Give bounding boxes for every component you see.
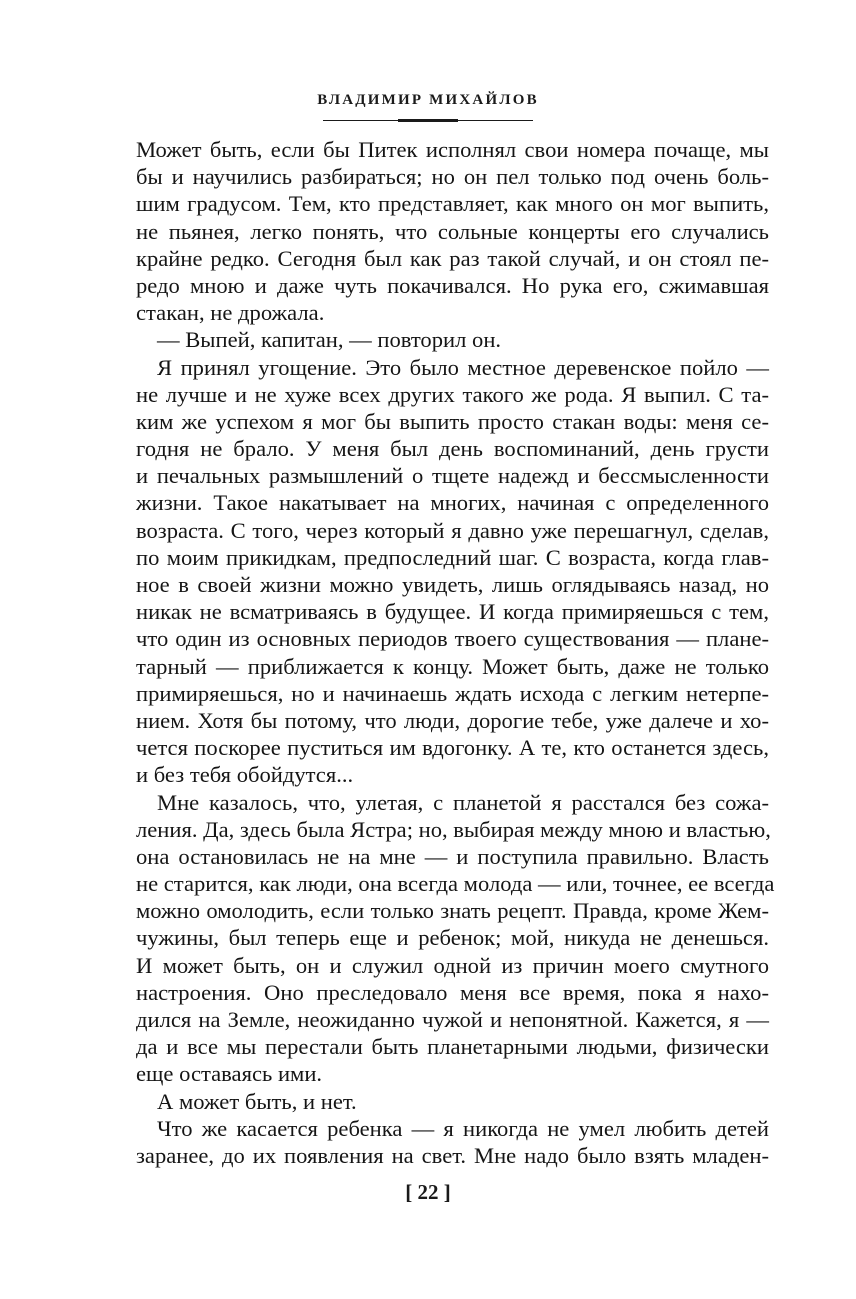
- text-line: шим градусом. Тем, кто представляет, как много он мог выпить,: [136, 191, 769, 217]
- text-line: примиряешься, но и начинаешь ждать исхода с легким нетерпе-: [136, 680, 769, 706]
- text-line: редо мною и даже чуть покачивался. Но рука его, сжимавшая: [136, 272, 769, 298]
- text-line: чется поскорее пуститься им вдогонку. А те, кто останется здесь,: [136, 735, 769, 761]
- text-line: Я принял угощение. Это было местное деревенское пойло —: [157, 354, 769, 380]
- text-line: и печальных размышлений о тщете надежд и бессмысленности: [136, 463, 769, 489]
- text-line: не старится, как люди, она всегда молода — или, точнее, ее всегда: [136, 871, 775, 897]
- text-line: тарный — приближается к концу. Может быть, даже не только: [136, 653, 769, 679]
- text-line: можно омолодить, если только знать рецепт. Правда, кроме Жем-: [136, 898, 769, 924]
- text-line: и без тебя обойдутся...: [136, 762, 354, 788]
- text-line: нием. Хотя бы потому, что люди, дорогие тебе, уже далече и хо-: [136, 707, 769, 733]
- text-line: никак не всматриваясь в будущее. И когда примиряешься с тем,: [136, 599, 769, 625]
- text-line: да и все мы перестали быть планетарными людьми, физически: [136, 1034, 769, 1060]
- text-line: И может быть, он и служил одной из причин моего смутного: [136, 952, 769, 978]
- text-line: ное в своей жизни можно увидеть, лишь оглядываясь назад, но: [136, 572, 769, 597]
- text-line: ким же успехом я мог бы выпить просто стакан воды: меня се-: [136, 408, 769, 434]
- header-rule: [0, 118, 856, 124]
- text-line: что один из основных периодов твоего существования — плане-: [136, 626, 769, 652]
- text-line: крайне редко. Сегодня был как раз такой случай, и он стоял пе-: [136, 245, 769, 271]
- text-line: жизни. Такое накатывает на многих, начиная с определенного: [136, 490, 769, 516]
- page-number: [ 22 ]: [405, 1180, 451, 1204]
- text-line: стакан, не дрожала.: [136, 300, 325, 326]
- body-text: [136, 136, 775, 1169]
- text-line: по моим прикидкам, предпоследний шаг. С возраста, когда глав-: [136, 544, 769, 570]
- text-line: годня не брало. У меня был день воспоминаний, день грусти: [136, 436, 769, 462]
- text-line: дился на Земле, неожиданно чужой и непонятной. Кажется, я —: [136, 1007, 769, 1032]
- text-line: заранее, до их появления на свет. Мне надо было взять младен-: [136, 1142, 769, 1168]
- header-rule-thick: [398, 119, 458, 122]
- text-line: она остановилась не на мне — и поступила правильно. Власть: [136, 843, 769, 869]
- text-line: — Выпей, капитан, — повторил он.: [157, 327, 502, 353]
- text-line: не лучше и не хуже всех других такого же рода. Я выпил. С та-: [136, 381, 769, 407]
- text-line: возраста. С того, через который я давно уже перешагнул, сделав,: [136, 517, 769, 543]
- text-line: Что же касается ребенка — я никогда не умел любить детей: [157, 1115, 769, 1141]
- text-line: ления. Да, здесь была Ястра; но, выбирая между мною и властью,: [136, 816, 771, 842]
- text-line: чужины, был теперь еще и ребенок; мой, никуда не денешься.: [136, 925, 769, 951]
- text-line: А может быть, и нет.: [157, 1088, 357, 1114]
- text-line: бы и научились разбираться; но он пел только под очень боль-: [136, 164, 769, 190]
- text-line: не пьянея, легко понять, что сольные концерты его случались: [136, 218, 769, 244]
- text-line: Мне казалось, что, улетая, с планетой я расстался без сожа-: [157, 789, 769, 815]
- text-line: Может быть, если бы Питек исполнял свои номера почаще, мы: [136, 137, 769, 162]
- text-line: еще оставаясь ими.: [136, 1061, 323, 1087]
- text-line: настроения. Оно преследовало меня все время, пока я нахо-: [136, 979, 769, 1005]
- running-head-author: ВЛАДИМИР МИХАЙЛОВ: [317, 92, 539, 108]
